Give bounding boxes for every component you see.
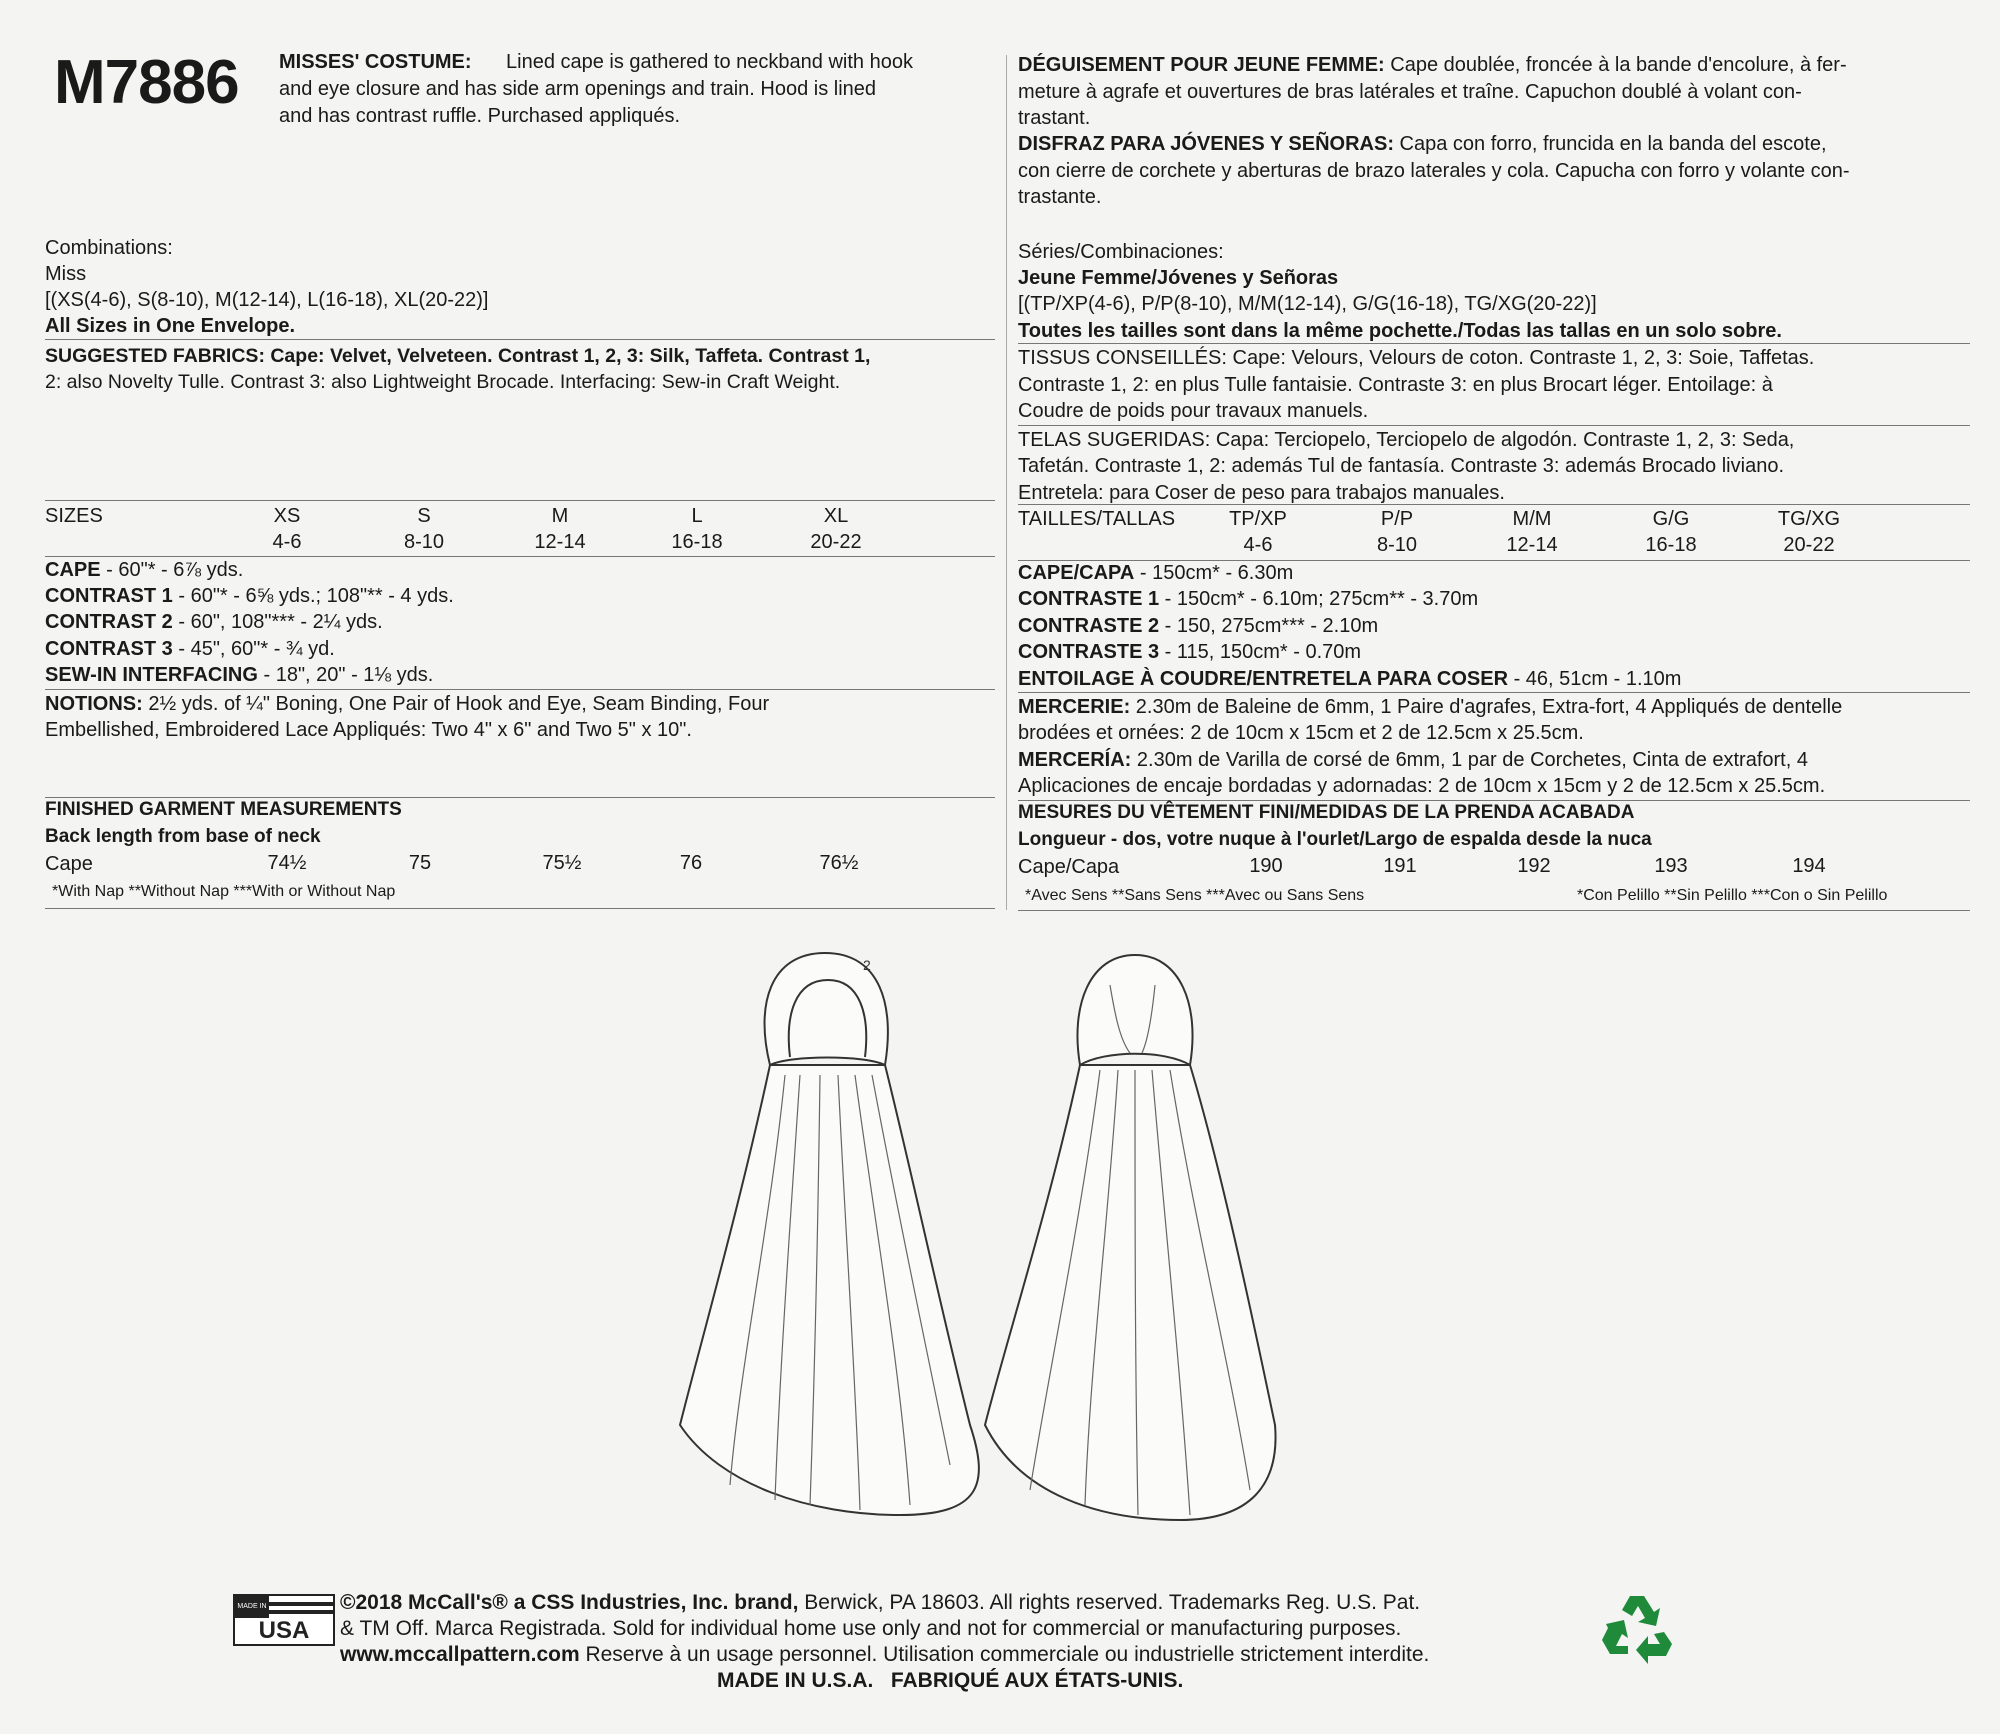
footnote-en: *With Nap **Without Nap ***With or Without Nap	[52, 883, 396, 900]
tissus-line-1: TISSUS CONSEILLÉS: Cape: Velours, Velours de coton. Contraste 1, 2, 3: Soie, Taffetas.	[1018, 347, 1815, 369]
combinations-label: Combinations:	[45, 237, 173, 259]
fr-yardage-row: CAPE/CAPA - 150cm* - 6.30m	[1018, 562, 1294, 584]
sizes-combo: [(XS(4-6), S(8-10), M(12-14), L(16-18), XL(20-22)]	[45, 289, 489, 311]
size-range: 12-14	[534, 531, 586, 553]
divider	[45, 556, 995, 557]
merceria-line-1: MERCERÍA: 2.30m de Varilla de corsé de 6mm, 1 par de Corchetes, Cinta de extrafort, 4	[1018, 749, 1808, 771]
fr-size-range: 16-18	[1645, 534, 1697, 556]
fr-cape-value: 194	[1792, 855, 1826, 877]
fr-size-range: 20-22	[1783, 534, 1835, 556]
notions-line-2: Embellished, Embroidered Lace Appliqués: Two 4" x 6" and Two 5" x 10".	[45, 719, 692, 741]
miss-label: Miss	[45, 263, 87, 285]
fr-cape-value: 193	[1654, 855, 1688, 877]
fr-size-code: TP/XP	[1229, 508, 1287, 530]
fr-size-code: G/G	[1652, 508, 1690, 530]
mercerie-line-1: MERCERIE: 2.30m de Baleine de 6mm, 1 Paire d'agrafes, Extra-fort, 4 Appliqués de dentelle	[1018, 696, 1843, 718]
fr-desc-line-2: meture à agrafe et ouvertures de bras latérales et traîne. Capuchon doublé à volant con-	[1018, 81, 1802, 103]
size-code: XS	[273, 505, 301, 527]
yardage-row: SEW-IN INTERFACING - 18", 20" - 1⅛ yds.	[45, 664, 434, 686]
column-separator	[1006, 55, 1007, 910]
url-line: www.mccallpattern.com Reserve à un usage personnel. Utilisation commerciale ou industrielle strictement interdite.	[340, 1643, 1430, 1666]
telas-line-2: Tafetán. Contraste 1, 2: además Tul de fantasía. Contraste 3: además Brocado liviano.	[1018, 455, 1784, 477]
fr-desc-line-3: trastant.	[1018, 107, 1091, 129]
divider	[45, 500, 995, 501]
footnote-fr: *Avec Sens **Sans Sens ***Avec ou Sans Sens	[1025, 887, 1365, 904]
view-number: 2	[863, 957, 871, 973]
size-code: M	[551, 505, 569, 527]
merceria-line-2: Aplicaciones de encaje bordadas y adornadas: 2 de 10cm x 15cm y 2 de 12.5cm x 25.5cm.	[1018, 775, 1826, 797]
fr-cape-value: 192	[1517, 855, 1551, 877]
divider	[1018, 425, 1970, 426]
fr-jeune-label: Jeune Femme/Jóvenes y Señoras	[1018, 267, 1339, 289]
badge-top-text: MADE IN	[235, 1596, 269, 1618]
es-desc-line-1: DISFRAZ PARA JÓVENES Y SEÑORAS: Capa con forro, fruncida en la banda del escote,	[1018, 133, 1827, 155]
all-sizes-note: All Sizes in One Envelope.	[45, 315, 296, 337]
made-in-usa-badge	[233, 1594, 335, 1646]
divider	[45, 689, 995, 690]
fr-yardage-row: CONTRASTE 3 - 115, 150cm* - 0.70m	[1018, 641, 1362, 663]
tissus-line-3: Coudre de poids pour travaux manuels.	[1018, 400, 1369, 422]
fr-yardage-row: CONTRASTE 1 - 150cm* - 6.10m; 275cm** - 3.70m	[1018, 588, 1479, 610]
cape-label: Cape	[45, 853, 93, 875]
usage-line: & TM Off. Marca Registrada. Sold for individual home use only and not for commercial or manufacturing purposes.	[340, 1617, 1402, 1640]
fabrics-line-1: SUGGESTED FABRICS: Cape: Velvet, Velveteen. Contrast 1, 2, 3: Silk, Taffeta. Contrast 1,	[45, 345, 871, 367]
fr-cape-label: Cape/Capa	[1018, 856, 1120, 878]
pattern-code: M7886	[54, 48, 239, 117]
es-desc-line-3: trastante.	[1018, 186, 1102, 208]
divider	[1018, 910, 1970, 911]
finished-title: FINISHED GARMENT MEASUREMENTS	[45, 799, 402, 820]
size-range: 8-10	[403, 531, 445, 553]
fr-size-code: P/P	[1380, 508, 1414, 530]
front-cape-body	[680, 1065, 979, 1515]
cape-illustration	[660, 945, 1300, 1525]
longueur-label: Longueur - dos, votre nuque à l'ourlet/Largo de espalda desde la nuca	[1018, 829, 1652, 850]
fr-desc-line-1: DÉGUISEMENT POUR JEUNE FEMME: Cape doublée, froncée à la bande d'encolure, à fer-	[1018, 54, 1847, 76]
cape-value: 75½	[542, 852, 582, 874]
es-desc-line-2: con cierre de corchete y aberturas de brazo laterales y cola. Capucha con forro y volante con-	[1018, 160, 1850, 182]
back-hood	[1077, 955, 1192, 1065]
fr-combos-label: Séries/Combinaciones:	[1018, 241, 1224, 263]
desc-line-2: and eye closure and has side arm openings and train. Hood is lined	[279, 78, 877, 100]
fr-sizes-label: TAILLES/TALLAS	[1018, 508, 1176, 530]
divider	[1018, 504, 1970, 505]
yardage-row: CONTRAST 1 - 60"* - 6⅝ yds.; 108"** - 4 yds.	[45, 585, 454, 607]
fr-all-sizes-note: Toutes les tailles sont dans la même pochette./Todas las tallas en un solo sobre.	[1018, 320, 1782, 342]
mesures-title: MESURES DU VÊTEMENT FINI/MEDIDAS DE LA PRENDA ACABADA	[1018, 802, 1635, 823]
yardage-row: CONTRAST 3 - 45", 60"* - ¾ yd.	[45, 638, 335, 660]
fr-size-code: TG/XG	[1777, 508, 1841, 530]
cape-value: 76½	[819, 852, 859, 874]
size-code: XL	[823, 505, 849, 527]
size-range: 4-6	[272, 531, 302, 553]
fr-sizes-combo: [(TP/XP(4-6), P/P(8-10), M/M(12-14), G/G(16-18), TG/XG(20-22)]	[1018, 293, 1597, 315]
cape-value: 75	[408, 852, 432, 874]
desc-line-3: and has contrast ruffle. Purchased appliqués.	[279, 105, 680, 127]
notions-line-1: NOTIONS: 2½ yds. of ¼" Boning, One Pair of Hook and Eye, Seam Binding, Four	[45, 693, 770, 715]
made-in-line: MADE IN U.S.A. FABRIQUÉ AUX ÉTATS-UNIS.	[717, 1669, 1184, 1692]
fr-yardage-row: CONTRASTE 2 - 150, 275cm*** - 2.10m	[1018, 615, 1379, 637]
badge-bottom-text: USA	[235, 1618, 333, 1644]
back-length-label: Back length from base of neck	[45, 826, 321, 847]
telas-line-3: Entretela: para Coser de peso para trabajos manuales.	[1018, 482, 1505, 504]
divider	[45, 339, 995, 340]
telas-line-1: TELAS SUGERIDAS: Capa: Terciopelo, Terciopelo de algodón. Contraste 1, 2, 3: Seda,	[1018, 429, 1795, 451]
fr-size-range: 8-10	[1376, 534, 1418, 556]
yardage-row: CAPE - 60"* - 6⅞ yds.	[45, 559, 244, 581]
divider	[1018, 343, 1970, 344]
divider	[1018, 692, 1970, 693]
tissus-line-2: Contraste 1, 2: en plus Tulle fantaisie. Contraste 3: en plus Brocart léger. Entoilage: à	[1018, 374, 1773, 396]
yardage-row: CONTRAST 2 - 60", 108"*** - 2¼ yds.	[45, 611, 383, 633]
mercerie-line-2: brodées et ornées: 2 de 10cm x 15cm et 2 de 12.5cm x 25.5cm.	[1018, 722, 1584, 744]
fr-yardage-row: ENTOILAGE À COUDRE/ENTRETELA PARA COSER - 46, 51cm - 1.10m	[1018, 668, 1682, 690]
back-cape-body	[985, 1065, 1276, 1520]
desc-title: MISSES' COSTUME:	[279, 51, 472, 73]
divider	[45, 908, 995, 909]
website-link[interactable]: www.mccallpattern.com	[340, 1643, 580, 1666]
size-range: 16-18	[671, 531, 723, 553]
cape-value: 74½	[267, 852, 307, 874]
fabrics-line-2: 2: also Novelty Tulle. Contrast 3: also Lightweight Brocade. Interfacing: Sew-in Craft Weight.	[45, 371, 841, 393]
fr-size-range: 12-14	[1506, 534, 1558, 556]
fr-size-code: M/M	[1512, 508, 1552, 530]
fr-cape-value: 191	[1383, 855, 1417, 877]
size-code: S	[417, 505, 431, 527]
copyright-line: ©2018 McCall's® a CSS Industries, Inc. brand, Berwick, PA 18603. All rights reserved. Trademarks Reg. U.S. Pat.	[340, 1591, 1421, 1614]
fr-cape-value: 190	[1249, 855, 1283, 877]
recycle-icon	[1598, 1592, 1676, 1664]
size-range: 20-22	[810, 531, 862, 553]
fr-size-range: 4-6	[1243, 534, 1273, 556]
sizes-label: SIZES	[45, 505, 103, 527]
size-code: L	[691, 505, 703, 527]
cape-value: 76	[679, 852, 703, 874]
footnote-es: *Con Pelillo **Sin Pelillo ***Con o Sin Pelillo	[1577, 887, 1888, 904]
desc-line-1: Lined cape is gathered to neckband with hook	[506, 51, 913, 73]
